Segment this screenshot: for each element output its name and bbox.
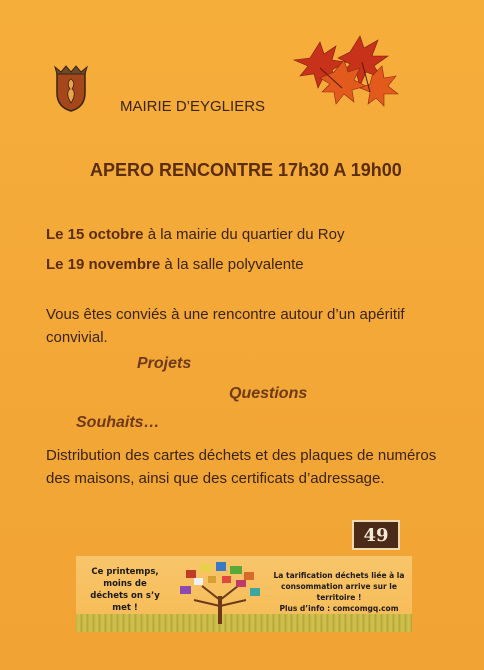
banner-slogan [82,566,168,614]
waste-campaign-banner [76,556,412,632]
banner-slogan-line-2: moins de [103,579,147,589]
autumn-leaves-icon [290,28,402,112]
event-date-1 [46,226,344,243]
banner-info-line-1: La tarification déchets liée à la [273,571,405,580]
banner-info-line-3: territoire ! [316,593,362,602]
town-hall-name: MAIRIE D’EYGLIERS [120,98,266,115]
banner-info-line-2: consommation arrive sur le [281,582,397,591]
event-title: APERO RENCONTRE 17h30 A 19h00 [90,160,402,180]
invitation-text: Vous êtes conviés à une rencontre autour d’un apéritif convivial. [46,306,405,346]
event-date-1-place: à la mairie du quartier du Roy [143,226,345,243]
event-date-2 [46,256,304,273]
banner-slogan-line-3: déchets on s’y [90,591,160,601]
keyword-questions: Questions [229,385,308,402]
banner-info [268,570,410,614]
keyword-projets: Projets [137,355,192,372]
recycling-tree-illustration [172,560,268,626]
event-date-2-date: Le 19 novembre [46,256,161,273]
banner-website-link[interactable]: Plus d’info : comcomgq.com [279,604,399,613]
event-date-2-place: à la salle polyvalente [160,256,304,273]
distribution-text: Distribution des cartes déchets et des plaques de numéros des maisons, ainsi que des certificats d’adressage. [46,447,437,487]
town-crest-icon [53,63,89,113]
keyword-souhaits: Souhaits… [76,414,160,431]
banner-slogan-line-1: Ce printemps, [91,567,159,577]
page-number-badge: 49 [352,520,400,550]
banner-slogan-line-4: met ! [112,603,138,613]
event-date-1-date: Le 15 octobre [46,226,144,243]
